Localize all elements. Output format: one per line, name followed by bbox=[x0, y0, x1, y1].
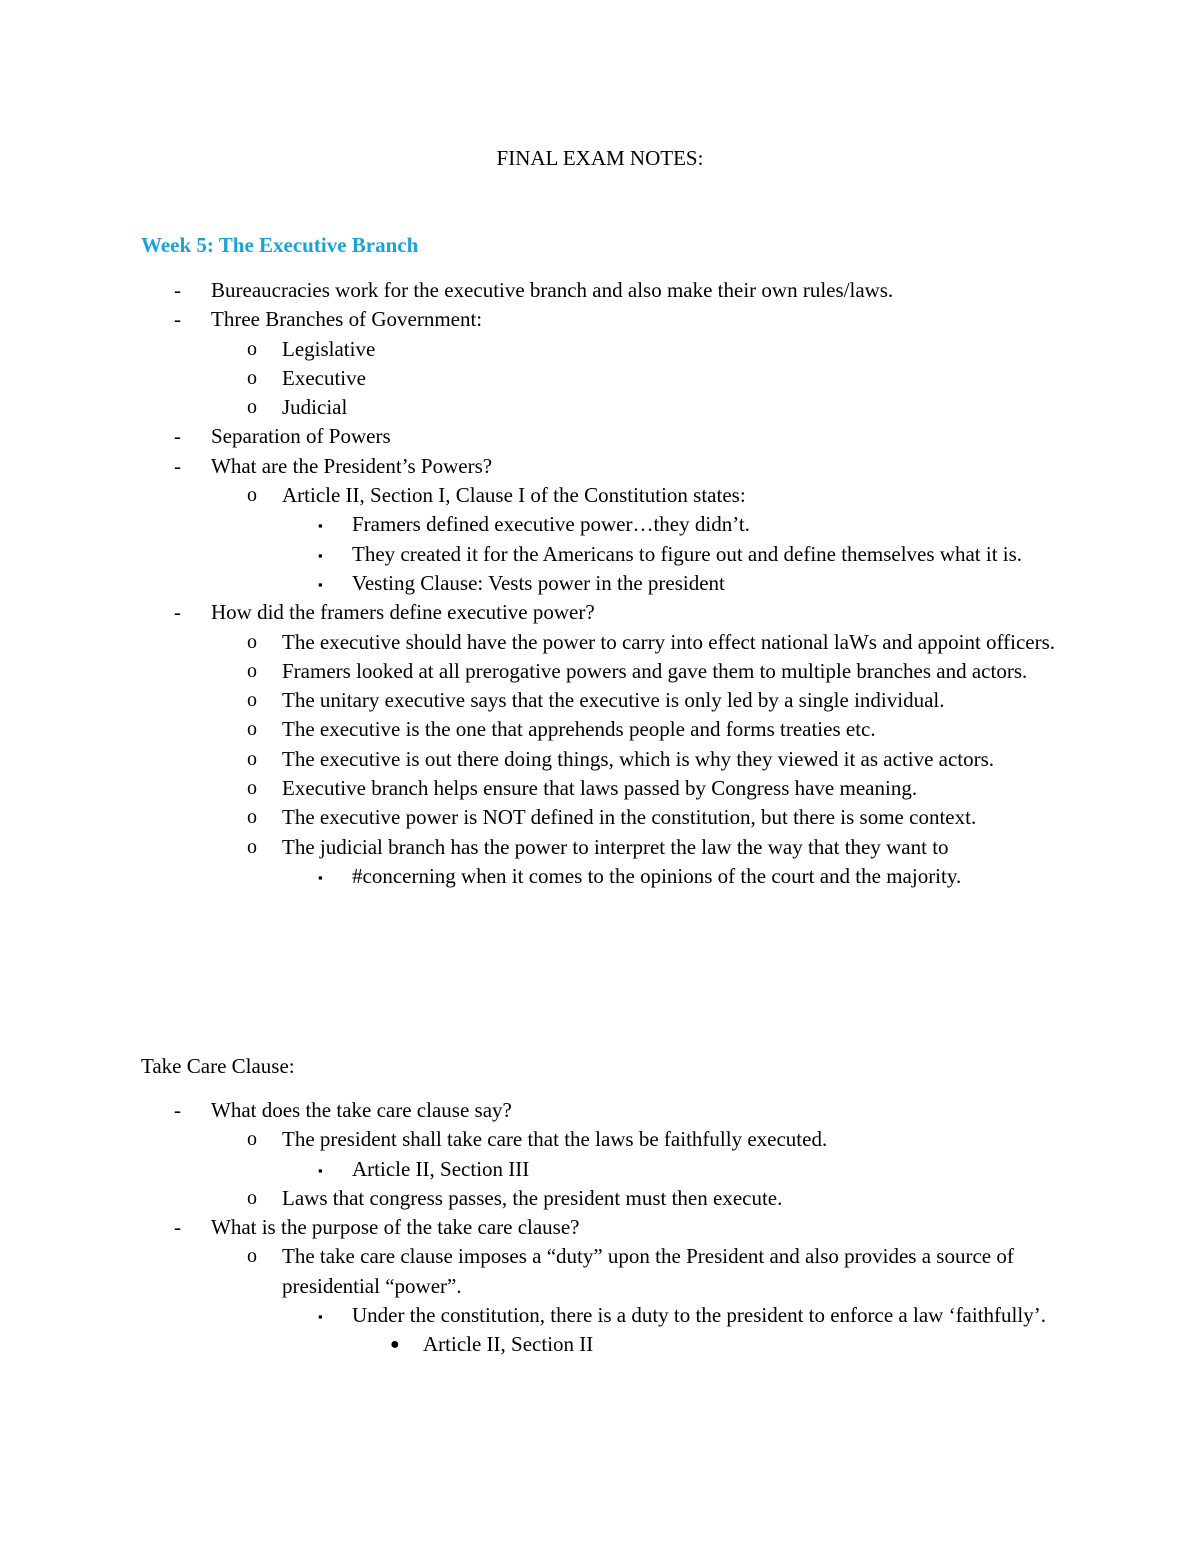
executive-notes-item bbox=[0, 686, 1200, 715]
bullet-text: The take care clause imposes a “duty” upon the President and also provides a source of presidential “power”. bbox=[282, 1244, 1014, 1298]
bullet-text: They created it for the Americans to figure out and define themselves what it is. bbox=[352, 541, 1023, 566]
executive-notes-item bbox=[0, 305, 1200, 334]
subheading-take-care-clause: Take Care Clause: bbox=[141, 1054, 295, 1078]
bullet-marker: o bbox=[247, 337, 257, 360]
take-care-notes-item bbox=[0, 1096, 1200, 1125]
bullet-marker: ▪ bbox=[318, 869, 323, 885]
bullet-text: The executive is out there doing things, which is why they viewed it as active actors. bbox=[282, 746, 995, 771]
executive-notes-item bbox=[0, 364, 1200, 393]
bullet-marker: - bbox=[174, 307, 181, 332]
executive-notes-item bbox=[0, 774, 1200, 803]
bullet-marker: o bbox=[247, 806, 257, 829]
executive-notes-item bbox=[0, 833, 1200, 862]
bullet-marker: o bbox=[247, 1245, 257, 1268]
bullet-text: Article II, Section I, Clause I of the Constitution states: bbox=[282, 483, 746, 508]
bullet-marker: o bbox=[247, 835, 257, 858]
bullet-text: The executive should have the power to carry into effect national laWs and appoint officers. bbox=[282, 629, 1056, 654]
bullet-marker: - bbox=[174, 453, 181, 478]
bullet-marker: - bbox=[174, 278, 181, 302]
executive-notes-item bbox=[0, 510, 1200, 539]
bullet-text: The executive is the one that apprehends people and forms treaties etc. bbox=[282, 717, 876, 742]
bullet-text: Executive bbox=[282, 365, 366, 390]
bullet-marker: o bbox=[247, 747, 257, 770]
bullet-text: The executive power is NOT defined in the constitution, but there is some context. bbox=[282, 805, 977, 830]
executive-notes-item bbox=[0, 745, 1200, 774]
bullet-text: Article II, Section II bbox=[423, 1332, 594, 1357]
take-care-notes-item bbox=[0, 1242, 1200, 1301]
bullet-marker: o bbox=[247, 1186, 257, 1209]
executive-notes-item bbox=[0, 569, 1200, 598]
notes-list-take-care-clause bbox=[0, 1096, 1200, 1360]
bullet-marker: ▪ bbox=[318, 1309, 323, 1325]
executive-notes-item bbox=[0, 628, 1200, 657]
document-title: FINAL EXAM NOTES: bbox=[496, 146, 704, 170]
bullet-text: Three Branches of Government: bbox=[211, 307, 483, 332]
take-care-notes-item bbox=[0, 1155, 1200, 1184]
bullet-marker: - bbox=[174, 1215, 181, 1240]
bullet-marker: o bbox=[247, 777, 257, 800]
executive-notes-item bbox=[0, 598, 1200, 627]
bullet-marker: o bbox=[247, 484, 257, 507]
bullet-marker: o bbox=[247, 718, 257, 741]
bullet-text: Bureaucracies work for the executive branch and also make their own rules/laws. bbox=[211, 278, 894, 302]
bullet-text: Article II, Section III bbox=[352, 1156, 530, 1181]
bullet-text: Judicial bbox=[282, 395, 348, 420]
executive-notes-item bbox=[0, 715, 1200, 744]
executive-notes-item bbox=[0, 803, 1200, 832]
bullet-marker: ▪ bbox=[318, 518, 323, 534]
bullet-marker: ▪ bbox=[318, 547, 323, 563]
bullet-marker: o bbox=[247, 630, 257, 653]
bullet-marker: o bbox=[247, 396, 257, 419]
bullet-marker: o bbox=[247, 659, 257, 682]
bullet-text: Vesting Clause: Vests power in the president bbox=[352, 570, 725, 595]
bullet-text: Separation of Powers bbox=[211, 424, 391, 449]
bullet-text: Under the constitution, there is a duty to the president to enforce a law ‘faithfully’. bbox=[352, 1303, 1046, 1328]
take-care-notes-item bbox=[0, 1184, 1200, 1213]
bullet-text: Legislative bbox=[282, 336, 376, 361]
take-care-notes-item bbox=[0, 1301, 1200, 1330]
bullet-text: #concerning when it comes to the opinions of the court and the majority. bbox=[352, 863, 962, 888]
bullet-marker: ● bbox=[390, 1336, 400, 1354]
section-heading: Week 5: The Executive Branch bbox=[141, 233, 419, 257]
executive-notes-item bbox=[0, 481, 1200, 510]
bullet-text: What are the President’s Powers? bbox=[211, 453, 493, 478]
executive-notes-item bbox=[0, 452, 1200, 481]
bullet-text: Laws that congress passes, the president must then execute. bbox=[282, 1185, 783, 1210]
notes-list-executive-branch bbox=[0, 276, 1200, 891]
executive-notes-item bbox=[0, 335, 1200, 364]
bullet-marker: ▪ bbox=[318, 576, 323, 592]
take-care-notes-item bbox=[0, 1125, 1200, 1154]
bullet-text: The judicial branch has the power to interpret the law the way that they want to bbox=[282, 834, 949, 859]
bullet-marker: - bbox=[174, 600, 181, 625]
executive-notes-item bbox=[0, 862, 1200, 891]
bullet-text: How did the framers define executive power? bbox=[211, 600, 595, 625]
bullet-marker: - bbox=[174, 424, 181, 449]
executive-notes-item bbox=[0, 276, 1200, 305]
bullet-text: What is the purpose of the take care clause? bbox=[211, 1215, 580, 1240]
bullet-text: Executive branch helps ensure that laws passed by Congress have meaning. bbox=[282, 776, 918, 801]
executive-notes-item bbox=[0, 393, 1200, 422]
take-care-notes-item bbox=[0, 1213, 1200, 1242]
executive-notes-item bbox=[0, 657, 1200, 686]
bullet-marker: ▪ bbox=[318, 1162, 323, 1178]
bullet-marker: o bbox=[247, 366, 257, 389]
executive-notes-item bbox=[0, 422, 1200, 451]
bullet-text: Framers looked at all prerogative powers and gave them to multiple branches and actors. bbox=[282, 658, 1028, 683]
take-care-notes-item bbox=[0, 1330, 1200, 1359]
executive-notes-item bbox=[0, 540, 1200, 569]
bullet-text: What does the take care clause say? bbox=[211, 1098, 512, 1122]
bullet-marker: - bbox=[174, 1098, 181, 1122]
bullet-text: Framers defined executive power…they didn’t. bbox=[352, 512, 750, 537]
bullet-marker: o bbox=[247, 1128, 257, 1151]
bullet-marker: o bbox=[247, 689, 257, 712]
bullet-text: The unitary executive says that the executive is only led by a single individual. bbox=[282, 688, 945, 713]
bullet-text: The president shall take care that the laws be faithfully executed. bbox=[282, 1127, 828, 1152]
